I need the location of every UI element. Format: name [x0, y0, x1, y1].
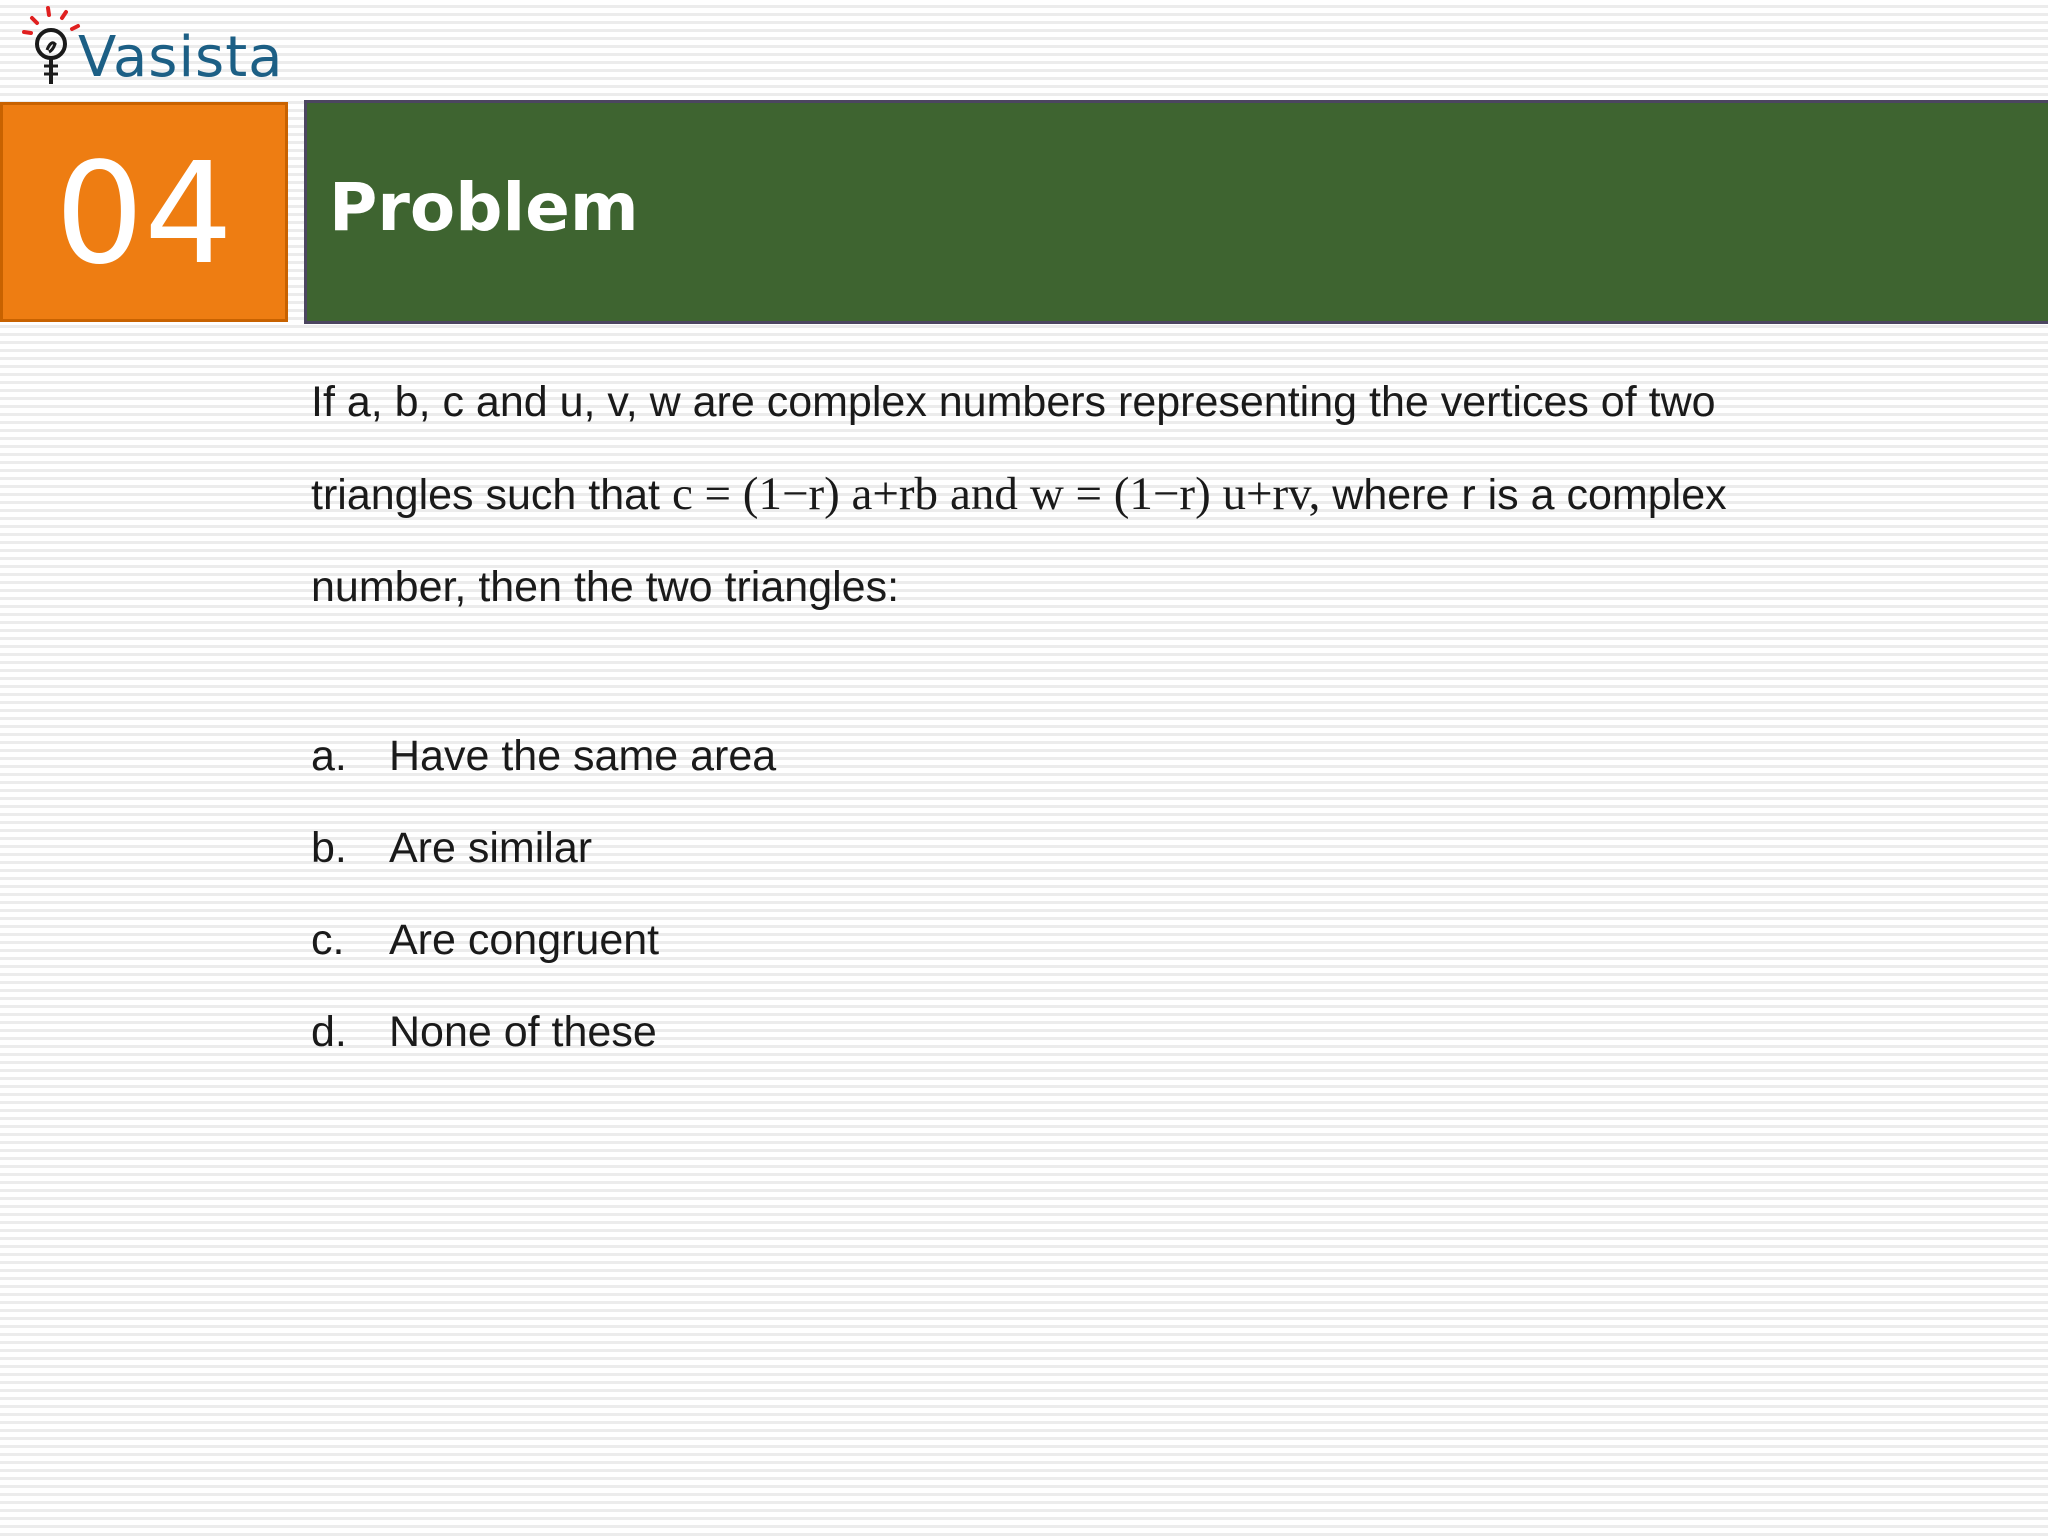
option-letter: c.: [311, 916, 345, 964]
problem-line-2-suffix: where r is a complex: [1332, 471, 1727, 519]
option-letter: a.: [311, 732, 347, 780]
equation-and: and: [950, 468, 1018, 520]
option-letter: d.: [311, 1008, 347, 1056]
vasista-logo: [20, 4, 284, 96]
slide-number: 04: [54, 133, 234, 296]
problem-line-2: [311, 448, 2031, 541]
title-bar: [304, 100, 2048, 324]
equation-c: c = (1−r) a+rb: [671, 468, 939, 520]
problem-line-1: If a, b, c and u, v, w are complex numbers representing the vertices of two: [311, 378, 1716, 426]
option-text: Are congruent: [389, 916, 660, 964]
option-a: [311, 710, 776, 802]
equation-w: w = (1−r) u+rv,: [1029, 468, 1321, 520]
option-letter: b.: [311, 824, 347, 872]
option-d: [311, 986, 776, 1078]
logo-text: Vasista: [78, 25, 284, 90]
slide-number-box: [0, 102, 288, 322]
option-text: Are similar: [389, 824, 593, 872]
option-b: [311, 802, 776, 894]
option-c: [311, 894, 776, 986]
problem-line-3: number, then the two triangles:: [311, 563, 900, 611]
answer-options: [311, 710, 776, 1078]
option-text: None of these: [389, 1008, 657, 1056]
problem-statement: [311, 356, 2031, 633]
slide-title: Problem: [329, 169, 639, 246]
problem-line-2-prefix: triangles such that: [311, 471, 660, 519]
option-text: Have the same area: [389, 732, 777, 780]
